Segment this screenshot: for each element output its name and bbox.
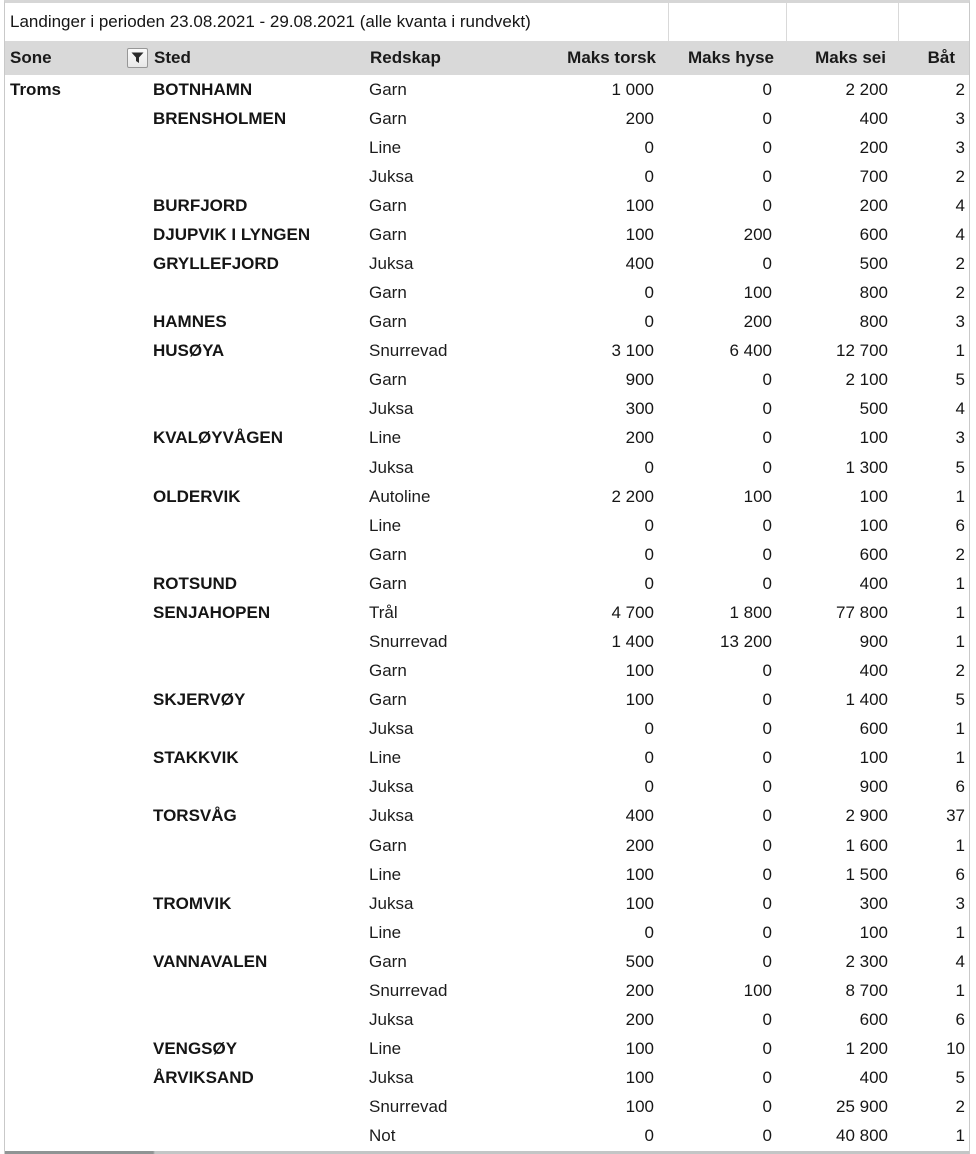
cell-redskap[interactable]: Juksa [369,254,414,273]
cell-torsk[interactable]: 1 000 [611,79,654,99]
cell-redskap[interactable]: Juksa [369,777,414,797]
table-row [5,366,969,395]
cell-torsk[interactable]: 200 [625,108,654,128]
header-maks-sei[interactable]: Maks sei [815,48,886,67]
table-row [5,627,969,656]
cell-bat[interactable]: 4 [955,951,965,971]
cell-hyse[interactable]: 0 [762,1068,772,1088]
table-row [5,569,969,598]
cell-hyse[interactable]: 0 [762,79,772,99]
cell-hyse[interactable]: 0 [762,399,772,419]
cell-hyse[interactable]: 0 [762,1039,772,1059]
table-row [5,947,969,976]
cell-hyse[interactable]: 0 [762,719,772,739]
cell-bat[interactable]: 1 [955,748,965,768]
cell-sei[interactable]: 800 [859,312,888,332]
cell-redskap[interactable]: Juksa [369,1068,414,1088]
cell-torsk[interactable]: 100 [625,864,654,884]
table-row [5,773,969,802]
cell-torsk[interactable]: 200 [625,428,654,448]
cell-redskap[interactable]: Garn [369,312,407,332]
cell-bat[interactable]: 2 [955,1097,965,1117]
cell-sted[interactable]: OLDERVIK [153,486,241,506]
cell-bat[interactable]: 1 [955,719,965,739]
cell-hyse[interactable]: 0 [762,370,772,390]
cell-torsk[interactable]: 4 700 [611,602,654,622]
cell-bat[interactable]: 1 [955,632,965,652]
cell-bat[interactable]: 6 [955,864,965,884]
cell-hyse[interactable]: 0 [762,166,772,186]
cell-torsk[interactable]: 100 [625,661,654,681]
cell-sei[interactable]: 1 400 [845,690,888,710]
cell-torsk[interactable]: 200 [625,1010,654,1030]
cell-sei[interactable]: 2 200 [845,79,888,99]
cell-hyse[interactable]: 0 [762,544,772,564]
cell-sei[interactable]: 1 200 [845,1039,888,1059]
table-row [5,1006,969,1035]
cell-bat[interactable]: 3 [955,428,965,448]
cell-bat[interactable]: 1 [955,486,965,506]
cell-sei[interactable]: 100 [859,486,888,506]
cell-sted[interactable]: VANNAVALEN [153,951,268,971]
cell-redskap[interactable]: Trål [369,602,398,622]
cell-bat[interactable]: 3 [955,137,965,157]
cell-sted[interactable]: DJUPVIK I LYNGEN [153,224,311,244]
cell-sei[interactable]: 600 [859,224,888,244]
cell-sei[interactable]: 100 [859,515,888,535]
cell-redskap[interactable]: Juksa [369,719,414,739]
empty-cell[interactable] [668,3,786,41]
cell-hyse[interactable]: 0 [762,690,772,710]
header-maks-hyse[interactable]: Maks hyse [688,48,774,67]
cell-sted[interactable]: SKJERVØY [153,690,246,710]
cell-bat[interactable]: 6 [955,515,965,535]
table-body [5,75,969,1151]
report-title: Landinger i perioden 23.08.2021 - 29.08.2021 (alle kvanta i rundvekt) [10,12,531,31]
cell-bat[interactable]: 4 [955,224,965,244]
cell-torsk[interactable]: 1 400 [611,632,654,652]
cell-hyse[interactable]: 0 [762,254,772,273]
cell-redskap[interactable]: Line [369,137,402,157]
cell-sted[interactable]: SENJAHOPEN [153,602,271,622]
cell-sei[interactable]: 100 [859,428,888,448]
cell-sted[interactable]: STAKKVIK [153,748,239,768]
cell-sei[interactable]: 2 100 [845,370,888,390]
cell-sei[interactable]: 700 [859,166,888,186]
cell-hyse[interactable]: 0 [762,108,772,128]
cell-torsk[interactable]: 0 [644,544,654,564]
table-row [5,1093,969,1122]
cell-hyse[interactable]: 0 [762,457,772,477]
cell-hyse[interactable]: 0 [762,922,772,942]
cell-torsk[interactable]: 400 [625,806,654,826]
cell-torsk[interactable]: 0 [644,457,654,477]
table-header [5,41,969,75]
cell-torsk[interactable]: 400 [625,254,654,273]
cell-sted[interactable]: BRENSHOLMEN [153,108,287,128]
cell-bat[interactable]: 2 [955,166,965,186]
cell-redskap[interactable]: Garn [369,283,407,303]
cell-bat[interactable]: 1 [955,835,965,855]
cell-redskap[interactable]: Juksa [369,893,414,913]
cell-bat[interactable]: 3 [955,893,965,913]
table-row [5,395,969,424]
cell-hyse[interactable]: 0 [762,1126,772,1146]
cell-redskap[interactable]: Juksa [369,806,414,826]
cell-hyse[interactable]: 100 [743,486,772,506]
cell-torsk[interactable]: 0 [644,777,654,797]
cell-redskap[interactable]: Juksa [369,457,414,477]
table-row [5,744,969,773]
cell-torsk[interactable]: 0 [644,137,654,157]
cell-redskap[interactable]: Line [369,748,402,768]
cell-hyse[interactable]: 0 [762,748,772,768]
cell-hyse[interactable]: 0 [762,195,772,215]
cell-torsk[interactable]: 100 [625,1097,654,1117]
cell-bat[interactable]: 1 [955,573,965,593]
table-row [5,918,969,947]
cell-sei[interactable]: 2 900 [845,806,888,826]
header-bat[interactable]: Båt [927,48,955,67]
cell-sted[interactable]: HAMNES [153,312,227,332]
table-row [5,831,969,860]
cell-torsk[interactable]: 0 [644,283,654,303]
cell-redskap[interactable]: Autoline [369,486,431,506]
title-row [5,3,969,41]
cell-sei[interactable]: 400 [859,1068,888,1088]
table-row [5,453,969,482]
cell-torsk[interactable]: 0 [644,515,654,535]
table-row [5,802,969,831]
cell-redskap[interactable]: Garn [369,690,407,710]
cell-torsk[interactable]: 200 [625,980,654,1000]
cell-bat[interactable]: 1 [955,980,965,1000]
cell-hyse[interactable]: 0 [762,777,772,797]
cell-sei[interactable]: 500 [859,254,888,273]
cell-sei[interactable]: 100 [859,748,888,768]
table-row [5,1064,969,1093]
cell-bat[interactable]: 2 [955,254,965,273]
cell-sei[interactable]: 1 500 [845,864,888,884]
cell-redskap[interactable]: Garn [369,79,407,99]
cell-redskap[interactable]: Garn [369,370,407,390]
cell-hyse[interactable]: 0 [762,137,772,157]
cell-redskap[interactable]: Garn [369,573,407,593]
cell-bat[interactable]: 2 [955,79,965,99]
cell-torsk[interactable]: 0 [644,748,654,768]
cell-hyse[interactable]: 0 [762,806,772,826]
table-row [5,540,969,569]
table-row [5,1122,969,1151]
cell-bat[interactable]: 5 [955,457,965,477]
cell-bat[interactable]: 2 [955,283,965,303]
cell-sei[interactable]: 1 300 [845,457,888,477]
cell-redskap[interactable]: Juksa [369,399,414,419]
cell-torsk[interactable]: 900 [625,370,654,390]
cell-hyse[interactable]: 0 [762,428,772,448]
cell-bat[interactable]: 3 [955,312,965,332]
cell-hyse[interactable]: 6 400 [729,341,772,361]
cell-hyse[interactable]: 1 800 [729,602,772,622]
cell-sted[interactable]: ÅRVIKSAND [153,1068,254,1088]
cell-bat[interactable]: 4 [955,195,965,215]
cell-torsk[interactable]: 0 [644,922,654,942]
cell-hyse[interactable]: 0 [762,1010,772,1030]
cell-sei[interactable]: 100 [859,922,888,942]
table-row [5,337,969,366]
cell-redskap[interactable]: Juksa [369,166,414,186]
header-sone[interactable] [5,48,149,68]
cell-redskap[interactable]: Garn [369,108,407,128]
cell-sei[interactable]: 8 700 [845,980,888,1000]
cell-bat[interactable]: 6 [955,777,965,797]
cell-redskap[interactable]: Line [369,428,402,448]
table-row [5,976,969,1005]
cell-bat[interactable]: 6 [955,1010,965,1030]
cell-sei[interactable]: 900 [859,632,888,652]
cell-sei[interactable]: 77 800 [836,602,888,622]
cell-hyse[interactable]: 0 [762,864,772,884]
cell-bat[interactable]: 5 [955,1068,965,1088]
header-redskap[interactable]: Redskap [370,48,441,67]
cell-torsk[interactable]: 100 [625,1039,654,1059]
cell-sei[interactable]: 800 [859,283,888,303]
table-row [5,715,969,744]
cell-hyse[interactable]: 100 [743,283,772,303]
table-row [5,75,969,104]
cell-redskap[interactable]: Garn [369,544,407,564]
cell-sei[interactable]: 400 [859,108,888,128]
cell-bat[interactable]: 5 [955,690,965,710]
cell-bat[interactable]: 1 [955,922,965,942]
cell-sei[interactable]: 600 [859,1010,888,1030]
cell-redskap[interactable]: Snurrevad [369,341,448,361]
cell-sei[interactable]: 400 [859,573,888,593]
cell-bat[interactable]: 1 [955,1126,965,1146]
table-row [5,657,969,686]
cell-torsk[interactable]: 100 [625,690,654,710]
cell-redskap[interactable]: Line [369,1039,402,1059]
cell-redskap[interactable]: Snurrevad [369,1097,448,1117]
cell-sted[interactable]: BURFJORD [153,195,248,215]
cell-sted[interactable]: TROMVIK [153,893,232,913]
cell-bat[interactable]: 2 [955,544,965,564]
cell-bat[interactable]: 1 [955,341,965,361]
filter-funnel-icon[interactable] [127,48,148,68]
cell-bat[interactable]: 10 [946,1039,965,1059]
cell-hyse[interactable]: 13 200 [720,632,772,652]
cell-redskap[interactable]: Garn [369,951,407,971]
cell-redskap[interactable]: Snurrevad [369,980,448,1000]
cell-sted[interactable]: VENGSØY [153,1039,238,1059]
cell-torsk[interactable]: 3 100 [611,341,654,361]
cell-bat[interactable]: 3 [955,108,965,128]
table-row [5,482,969,511]
cell-redskap[interactable]: Garn [369,224,407,244]
cell-sted[interactable]: GRYLLEFJORD [153,254,279,273]
table-row [5,279,969,308]
cell-sei[interactable]: 600 [859,544,888,564]
landings-table [4,0,970,1154]
table-row [5,598,969,627]
cell-torsk[interactable]: 0 [644,312,654,332]
cell-sei[interactable]: 40 800 [836,1126,888,1146]
cell-redskap[interactable]: Line [369,864,402,884]
cell-torsk[interactable]: 100 [625,195,654,215]
cell-hyse[interactable]: 0 [762,835,772,855]
cell-redskap[interactable]: Garn [369,661,407,681]
cell-hyse[interactable]: 100 [743,980,772,1000]
table-row [5,308,969,337]
cell-bat[interactable]: 4 [955,399,965,419]
cell-redskap[interactable]: Line [369,922,402,942]
cell-hyse[interactable]: 0 [762,951,772,971]
cell-sted[interactable]: ROTSUND [153,573,238,593]
cell-torsk[interactable]: 0 [644,166,654,186]
cell-torsk[interactable]: 0 [644,573,654,593]
cell-bat[interactable]: 37 [946,806,965,826]
table-row [5,133,969,162]
header-maks-torsk[interactable]: Maks torsk [567,48,656,67]
cell-redskap[interactable]: Garn [369,835,407,855]
table-row [5,249,969,278]
table-row [5,686,969,715]
table-bottom-border [5,1151,969,1154]
table-row [5,424,969,453]
cell-sei[interactable]: 900 [859,777,888,797]
cell-hyse[interactable]: 0 [762,1097,772,1117]
cell-sei[interactable]: 500 [859,399,888,419]
table-row [5,860,969,889]
cell-sei[interactable]: 2 300 [845,951,888,971]
cell-hyse[interactable]: 200 [743,312,772,332]
cell-redskap[interactable]: Garn [369,195,407,215]
cell-sted[interactable]: BOTNHAMN [153,79,253,99]
cell-redskap[interactable]: Juksa [369,1010,414,1030]
cell-sei[interactable]: 25 900 [836,1097,888,1117]
cell-sei[interactable]: 200 [859,195,888,215]
cell-hyse[interactable]: 0 [762,573,772,593]
cell-hyse[interactable]: 0 [762,893,772,913]
cell-torsk[interactable]: 0 [644,1126,654,1146]
table-row [5,104,969,133]
table-row [5,220,969,249]
cell-sted[interactable]: TORSVÅG [153,806,237,826]
empty-cell[interactable] [786,3,898,41]
cell-sei[interactable]: 600 [859,719,888,739]
cell-bat[interactable]: 5 [955,370,965,390]
cell-torsk[interactable]: 500 [625,951,654,971]
cell-sone[interactable]: Troms [10,79,62,99]
cell-torsk[interactable]: 100 [625,893,654,913]
cell-redskap[interactable]: Not [369,1126,396,1146]
cell-sted[interactable]: HUSØYA [153,341,225,361]
cell-hyse[interactable]: 200 [743,224,772,244]
cell-sei[interactable]: 200 [859,137,888,157]
cell-torsk[interactable]: 100 [625,224,654,244]
cell-torsk[interactable]: 0 [644,719,654,739]
cell-sted[interactable]: KVALØYVÅGEN [153,428,284,448]
cell-torsk[interactable]: 300 [625,399,654,419]
table-row [5,511,969,540]
cell-torsk[interactable]: 2 200 [611,486,654,506]
cell-torsk[interactable]: 200 [625,835,654,855]
cell-redskap[interactable]: Line [369,515,402,535]
cell-torsk[interactable]: 100 [625,1068,654,1088]
cell-redskap[interactable]: Snurrevad [369,632,448,652]
cell-sei[interactable]: 12 700 [836,341,888,361]
table-row [5,162,969,191]
cell-sei[interactable]: 300 [859,893,888,913]
header-sted[interactable]: Sted [154,48,191,67]
header-sone-label: Sone [10,48,52,67]
table-row [5,191,969,220]
cell-bat[interactable]: 1 [955,602,965,622]
cell-hyse[interactable]: 0 [762,661,772,681]
cell-bat[interactable]: 2 [955,661,965,681]
table-row [5,1035,969,1064]
table-row [5,889,969,918]
cell-sei[interactable]: 400 [859,661,888,681]
cell-hyse[interactable]: 0 [762,515,772,535]
empty-cell[interactable] [898,3,971,41]
cell-sei[interactable]: 1 600 [845,835,888,855]
